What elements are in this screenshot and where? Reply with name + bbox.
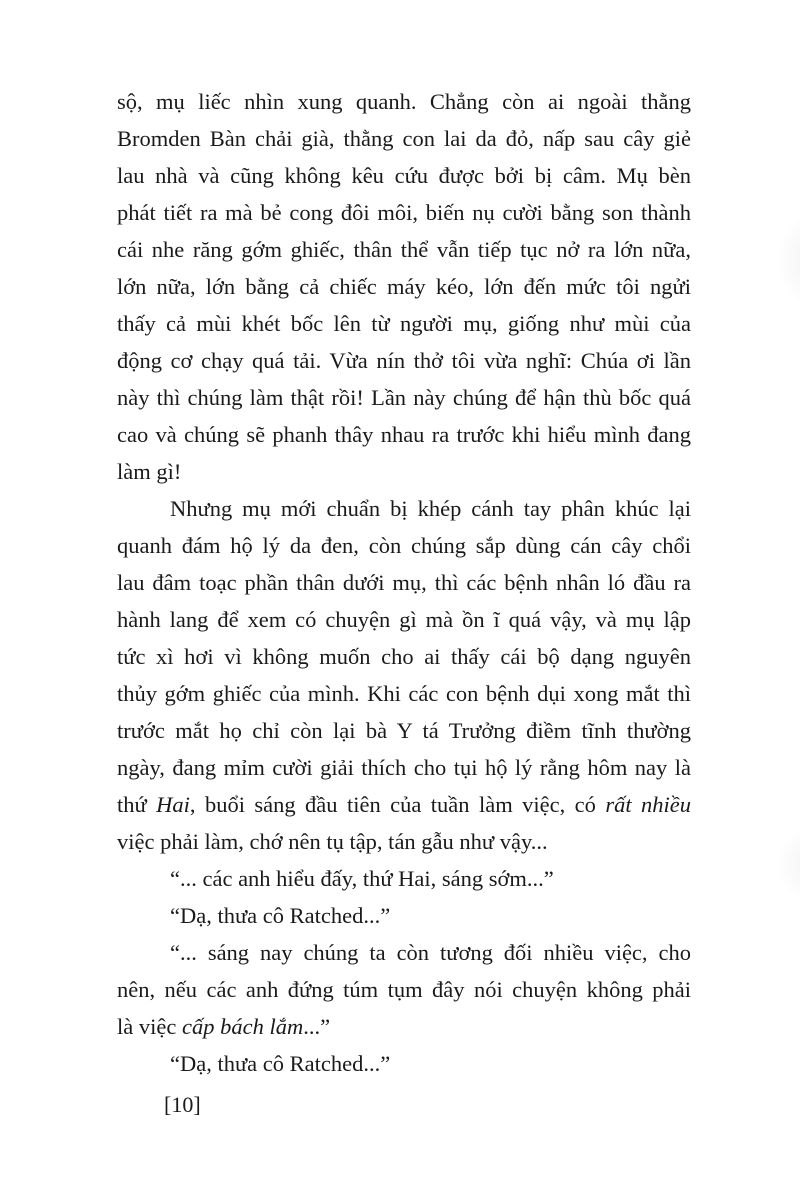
- text-line: lau đâm toạc phần thân dưới mụ, thì các bệnh nhân ló đầu ra: [117, 570, 691, 595]
- text-segment: ...”: [303, 1014, 331, 1039]
- text-segment: thứ: [117, 792, 157, 817]
- dialogue-line: “... các anh hiểu đấy, thứ Hai, sáng sớm...”: [170, 866, 554, 891]
- text-line: sộ, mụ liếc nhìn xung quanh. Chẳng còn ai ngoài thằng: [117, 89, 691, 114]
- page-edge-shadow: [775, 820, 800, 910]
- dialogue-line: “Dạ, thưa cô Ratched...”: [170, 1051, 391, 1076]
- text-line: làm gì!: [117, 459, 182, 484]
- text-line: [117, 1013, 691, 1041]
- text-segment: , buổi sáng đầu tiên của tuần làm việc, có: [189, 792, 606, 817]
- text-line: trước mắt họ chỉ còn lại bà Y tá Trưởng điềm tĩnh thường: [117, 718, 691, 743]
- text-line: hành lang để xem có chuyện gì mà ồn ĩ quá vậy, và mụ lập: [117, 607, 691, 632]
- italic-text: Hai: [156, 792, 190, 817]
- text-line: [117, 791, 691, 819]
- dialogue-line: “... sáng nay chúng ta còn tương đối nhiều việc, cho: [170, 940, 691, 965]
- text-line: này thì chúng làm thật rồi! Lần này chúng để hận thù bốc quá: [117, 385, 691, 410]
- text-line: việc phải làm, chớ nên tụ tập, tán gẫu như vậy...: [117, 829, 548, 854]
- text-line: thủy gớm ghiếc của mình. Khi các con bệnh dụi xong mắt thì: [117, 681, 691, 706]
- text-line: lau nhà và cũng không kêu cứu được bởi bị câm. Mụ bèn: [117, 163, 691, 188]
- text-line: phát tiết ra mà bẻ cong đôi môi, biến nụ cười bằng son thành: [117, 200, 691, 225]
- text-line: tức xì hơi vì không muốn cho ai thấy cái bộ dạng nguyên: [117, 644, 691, 669]
- page-number: [10]: [164, 1092, 201, 1117]
- paragraph-first-line: Nhưng mụ mới chuẩn bị khép cánh tay phân khúc lại: [170, 496, 691, 521]
- italic-text: cấp bách lắm: [181, 1014, 304, 1039]
- text-line: thấy cả mùi khét bốc lên từ người mụ, giống như mùi của: [117, 311, 691, 336]
- text-line: cái nhe răng gớm ghiếc, thân thể vẫn tiếp tục nở ra lớn nữa,: [117, 237, 691, 262]
- text-line: cao và chúng sẽ phanh thây nhau ra trước khi hiểu mình đang: [117, 422, 691, 447]
- text-line: lớn nữa, lớn bằng cả chiếc máy kéo, lớn đến mức tôi ngửi: [117, 274, 691, 299]
- text-line: nên, nếu các anh đứng túm tụm đây nói chuyện không phải: [117, 977, 691, 1002]
- page-edge-shadow: [775, 205, 800, 315]
- text-line: Bromden Bàn chải già, thằng con lai da đỏ, nấp sau cây giẻ: [117, 126, 691, 151]
- italic-text: rất nhiều: [605, 792, 692, 817]
- text-line: quanh đám hộ lý da đen, còn chúng sắp dùng cán cây chổi: [117, 533, 691, 558]
- dialogue-line: “Dạ, thưa cô Ratched...”: [170, 903, 391, 928]
- text-line: động cơ chạy quá tải. Vừa nín thở tôi vừa nghĩ: Chúa ơi lần: [117, 348, 691, 373]
- text-line: ngày, đang mỉm cười giải thích cho tụi hộ lý rằng hôm nay là: [117, 755, 691, 780]
- text-segment: là việc: [117, 1014, 182, 1039]
